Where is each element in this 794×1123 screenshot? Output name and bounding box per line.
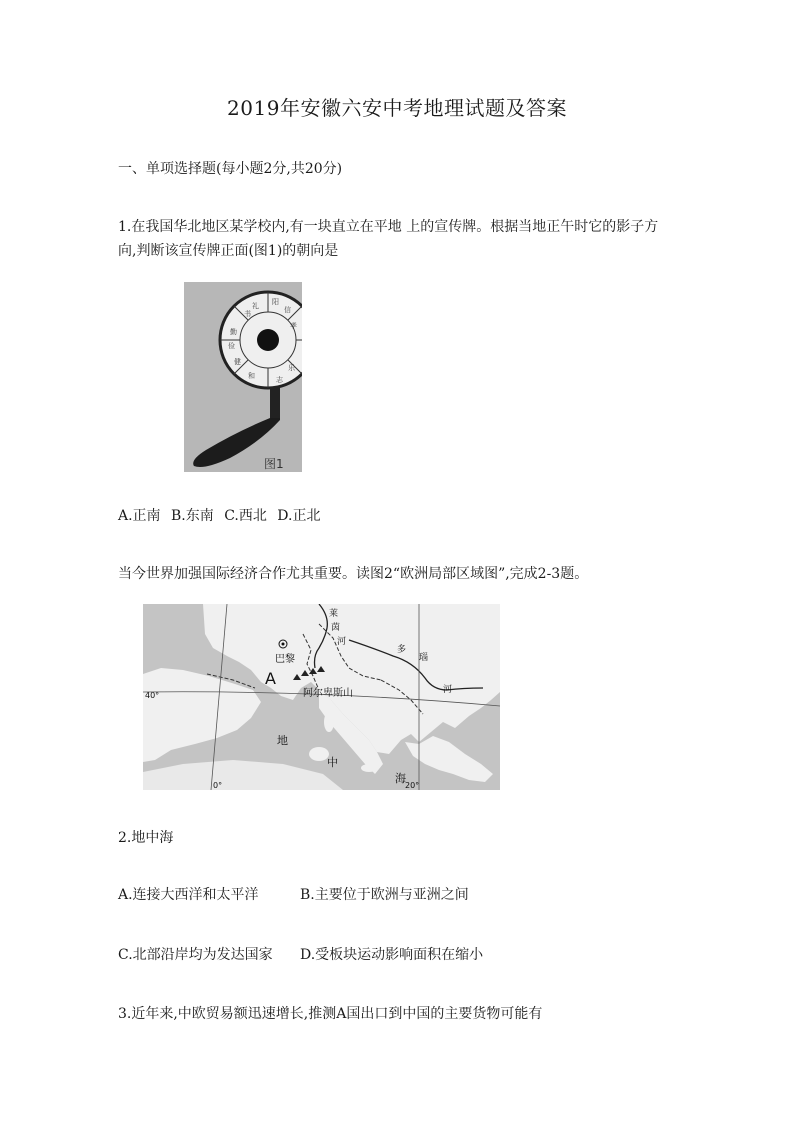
svg-text:志: 志 bbox=[276, 376, 283, 384]
question-1-options: A.正南 B.东南 C.西北 D.正北 bbox=[118, 508, 321, 524]
page-title: 2019年安徽六安中考地理试题及答案 bbox=[227, 96, 567, 120]
map-label-rhine-1: 莱 bbox=[329, 609, 339, 619]
map-lat-40: 40° bbox=[145, 691, 160, 700]
question-1-line-2: 向,判断该宣传牌正面(图1)的朝向是 bbox=[118, 243, 339, 259]
map-label-danube-1: 多 bbox=[397, 645, 407, 655]
svg-text:健: 健 bbox=[234, 358, 241, 366]
svg-text:勤: 勤 bbox=[230, 328, 237, 336]
sign-illustration bbox=[184, 282, 302, 472]
question-1-line-1: 1.在我国华北地区某学校内,有一块直立在平地 上的宣传牌。根据当地正午时它的影子方 bbox=[118, 219, 659, 235]
map-label-rhine-2: 茵 bbox=[331, 623, 341, 633]
question-2-option-d: D.受板块运动影响面积在缩小 bbox=[300, 947, 484, 963]
figure-2-europe-map bbox=[143, 604, 500, 790]
intro-paragraph: 当今世界加强国际经济合作尤其重要。读图2“欧洲局部区域图”,完成2-3题。 bbox=[118, 566, 589, 582]
map-lon-20: 20° bbox=[405, 781, 420, 790]
map-label-a: A bbox=[265, 669, 276, 688]
map-label-paris: 巴黎 bbox=[275, 654, 295, 665]
map-label-med-1: 地 bbox=[277, 734, 288, 747]
map-lon-0: 0° bbox=[213, 781, 223, 790]
map-label-danube-2: 瑙 bbox=[419, 653, 429, 663]
map-label-alps: 阿尔卑斯山 bbox=[303, 688, 353, 699]
map-label-med-3: 海 bbox=[395, 772, 406, 785]
section-heading: 一、单项选择题(每小题2分,共20分) bbox=[118, 161, 343, 177]
svg-text:书: 书 bbox=[244, 310, 251, 318]
svg-text:阳: 阳 bbox=[272, 298, 279, 306]
question-3-stem: 3.近年来,中欧贸易额迅速增长,推测A国出口到中国的主要货物可能有 bbox=[118, 1006, 543, 1022]
map-label-med-2: 中 bbox=[327, 756, 338, 769]
map-label-rhine-3: 河 bbox=[337, 637, 347, 647]
europe-map-svg bbox=[143, 604, 500, 790]
svg-text:孝: 孝 bbox=[290, 322, 297, 330]
svg-text:礼: 礼 bbox=[252, 302, 259, 310]
figure-1-caption: 图1 bbox=[264, 457, 284, 471]
figure-1-sign-photo bbox=[184, 282, 302, 472]
question-2-stem: 2.地中海 bbox=[118, 830, 174, 846]
svg-text:信: 信 bbox=[284, 306, 291, 314]
svg-text:俭: 俭 bbox=[228, 342, 235, 350]
question-2-option-a: A.连接大西洋和太平洋 bbox=[118, 887, 259, 903]
svg-text:乐: 乐 bbox=[288, 364, 295, 372]
svg-text:和: 和 bbox=[248, 372, 255, 380]
question-2-option-c: C.北部沿岸均为发达国家 bbox=[118, 947, 273, 963]
question-2-option-b: B.主要位于欧洲与亚洲之间 bbox=[300, 887, 469, 903]
map-label-danube-3: 河 bbox=[443, 685, 453, 695]
